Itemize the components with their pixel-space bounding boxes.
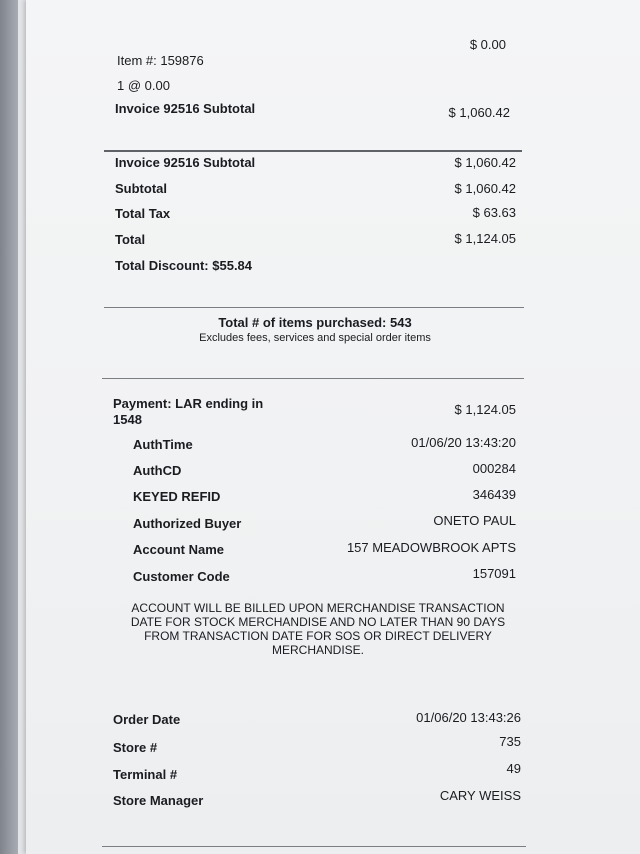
auth-cd-label: AuthCD	[133, 463, 182, 478]
customer-code-label: Customer Code	[133, 569, 230, 584]
invoice-subtotal-label: Invoice 92516 Subtotal	[115, 101, 256, 116]
billing-notice-line: FROM TRANSACTION DATE FOR SOS OR DIRECT DELIVERY	[144, 629, 492, 643]
total-value: $ 1,124.05	[454, 231, 516, 246]
subtotal-label: Subtotal	[115, 181, 167, 196]
terminal-number-label: Terminal #	[113, 767, 178, 782]
total-tax-value: $ 63.63	[472, 205, 516, 220]
divider	[104, 307, 524, 308]
store-number-value: 735	[499, 734, 521, 749]
auth-time-value: 01/06/20 13:43:20	[411, 435, 516, 450]
keyed-refid-value: 346439	[472, 487, 516, 502]
items-purchased: Total # of items purchased: 543	[218, 315, 412, 330]
store-manager-label: Store Manager	[113, 793, 204, 808]
top-amount: $ 0.00	[469, 37, 506, 52]
order-date-value: 01/06/20 13:43:26	[416, 710, 521, 725]
items-note: Excludes fees, services and special order items	[199, 332, 431, 344]
terminal-number-value: 49	[506, 761, 521, 776]
billing-notice-line: DATE FOR STOCK MERCHANDISE AND NO LATER THAN 90 DAYS	[130, 615, 506, 629]
divider	[102, 378, 524, 379]
totals-invoice-subtotal-value: $ 1,060.42	[454, 155, 516, 170]
receipt-page	[26, 0, 640, 854]
authorized-buyer-label: Authorized Buyer	[133, 516, 242, 531]
store-number-label: Store #	[113, 740, 158, 755]
auth-cd-value: 000284	[472, 461, 516, 476]
divider	[104, 150, 522, 152]
payment-amount: $ 1,124.05	[454, 402, 516, 417]
invoice-subtotal-value: $ 1,060.42	[448, 105, 510, 120]
account-name-label: Account Name	[133, 542, 225, 557]
quantity-line: 1 @ 0.00	[117, 78, 170, 93]
total-tax-label: Total Tax	[115, 206, 171, 221]
store-manager-value: CARY WEISS	[439, 788, 521, 803]
totals-invoice-subtotal-label: Invoice 92516 Subtotal	[115, 155, 256, 170]
payment-label-line1: Payment: LAR ending in	[113, 396, 264, 411]
billing-notice-line: ACCOUNT WILL BE BILLED UPON MERCHANDISE TRANSACTION	[131, 601, 505, 615]
authorized-buyer-value: ONETO PAUL	[433, 513, 516, 528]
order-date-label: Order Date	[113, 712, 181, 727]
payment-label-line2: 1548	[113, 412, 142, 427]
keyed-refid-label: KEYED REFID	[133, 489, 221, 504]
customer-code-value: 157091	[472, 566, 516, 581]
item-number: Item #: 159876	[117, 53, 204, 68]
account-name-value: 157 MEADOWBROOK APTS	[346, 540, 516, 555]
subtotal-value: $ 1,060.42	[454, 181, 516, 196]
divider	[102, 846, 526, 847]
total-label: Total	[115, 232, 146, 247]
auth-time-label: AuthTime	[133, 437, 193, 452]
total-discount: Total Discount: $55.84	[115, 258, 253, 273]
billing-notice-line: MERCHANDISE.	[271, 643, 364, 657]
